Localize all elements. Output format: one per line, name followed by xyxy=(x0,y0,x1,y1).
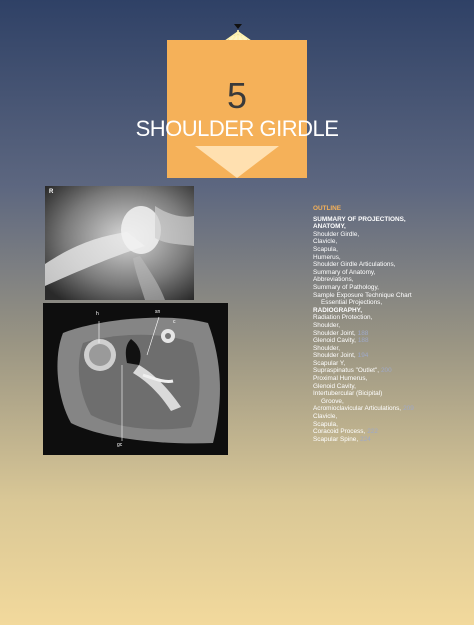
outline-item-page: 222 xyxy=(367,428,378,436)
outline-item xyxy=(313,238,463,246)
outline-item xyxy=(313,254,463,262)
outline-item xyxy=(313,292,463,300)
outline-item xyxy=(313,405,463,413)
outline-heading: OUTLINE xyxy=(313,205,342,212)
outline-item-text: Clavicle, xyxy=(313,413,338,421)
outline-item-page: 200 xyxy=(381,367,392,375)
outline-item-text: Acromioclavicular Articulations, xyxy=(313,405,402,413)
side-marker: R xyxy=(49,189,54,195)
outline-item-text: Summary of Anatomy, xyxy=(313,268,376,276)
outline-item-text: Scapula, xyxy=(313,420,338,428)
outline-item-text: Scapular Y, xyxy=(313,359,346,367)
radiograph-image xyxy=(45,186,194,300)
outline-item-text: Shoulder Girdle, xyxy=(313,230,360,238)
outline-item-text: ANATOMY, xyxy=(313,223,346,231)
outline-item xyxy=(313,246,463,254)
outline-item xyxy=(313,413,463,421)
outline-item-text: Shoulder, xyxy=(313,344,341,352)
outline-item-text: Shoulder Joint, xyxy=(313,352,356,360)
chapter-outline xyxy=(313,205,463,443)
label-gc: gc xyxy=(117,442,123,448)
outline-item-text: Abbreviations, xyxy=(313,276,354,284)
outline-item-text: Humerus, xyxy=(313,253,341,261)
ct-scan-image xyxy=(43,303,228,455)
outline-item xyxy=(313,383,463,391)
outline-item xyxy=(313,390,463,398)
chapter-number: 5 xyxy=(226,75,248,116)
outline-item xyxy=(313,314,463,322)
outline-item xyxy=(313,345,463,353)
outline-item xyxy=(313,284,463,292)
outline-item xyxy=(313,421,463,429)
outline-item-text: Supraspinatus "Outlet", xyxy=(313,367,379,375)
outline-item-text: Scapula, xyxy=(313,245,338,253)
outline-item xyxy=(313,269,463,277)
outline-item-text: Essential Projections, xyxy=(321,299,383,307)
outline-item-page: 209 xyxy=(403,405,414,413)
outline-item-text: Summary of Pathology, xyxy=(313,283,379,291)
outline-item-text: Sample Exposure Technique Chart xyxy=(313,291,412,299)
outline-item-text: Shoulder, xyxy=(313,321,341,329)
outline-item-text: Coracoid Process, xyxy=(313,428,366,436)
ct-image xyxy=(43,303,228,455)
outline-item-text: Groove, xyxy=(321,397,344,405)
outline-item xyxy=(313,216,463,224)
outline-item xyxy=(313,367,463,375)
label-c: c xyxy=(173,319,176,325)
shoulder-radiograph xyxy=(45,186,194,300)
outline-item-text: Proximal Humerus, xyxy=(313,375,368,383)
outline-item xyxy=(313,436,463,444)
outline-item xyxy=(313,330,463,338)
outline-item-text: Scapular Spine, xyxy=(313,435,359,443)
outline-item-page: 188 xyxy=(357,329,369,337)
outline-item xyxy=(313,398,463,406)
outline-item xyxy=(313,352,463,360)
outline-item xyxy=(313,231,463,239)
outline-item-text: SUMMARY OF PROJECTIONS, xyxy=(313,215,406,223)
triangle-pointer xyxy=(195,146,279,178)
outline-item xyxy=(313,276,463,284)
outline-item xyxy=(313,322,463,330)
outline-item-text: Shoulder Joint, xyxy=(313,329,356,337)
outline-item-text: Glenoid Cavity, xyxy=(313,382,356,390)
outline-item-page: 188 xyxy=(357,337,369,345)
outline-item xyxy=(313,223,463,231)
label-sn: sn xyxy=(155,309,161,315)
chapter-title: SHOULDER GIRDLE xyxy=(135,116,339,141)
outline-item-text: Intertubercular (Bicipital) xyxy=(313,390,383,398)
outline-list xyxy=(313,216,463,444)
outline-item-text: Glenoid Cavity, xyxy=(313,337,356,345)
outline-item xyxy=(313,428,463,436)
outline-item xyxy=(313,360,463,368)
outline-item xyxy=(313,261,463,269)
outline-item-text: Radiation Protection, xyxy=(313,314,373,322)
outline-item xyxy=(313,375,463,383)
outline-item-text: Shoulder Girdle Articulations, xyxy=(313,261,396,269)
outline-item-text: RADIOGRAPHY, xyxy=(313,306,362,314)
outline-item xyxy=(313,307,463,315)
label-h: h xyxy=(96,311,99,317)
outline-item-page: 194 xyxy=(357,352,369,360)
outline-item xyxy=(313,299,463,307)
outline-item-text: Clavicle, xyxy=(313,238,338,246)
outline-item xyxy=(313,337,463,345)
outline-item-page: 224 xyxy=(360,435,371,443)
